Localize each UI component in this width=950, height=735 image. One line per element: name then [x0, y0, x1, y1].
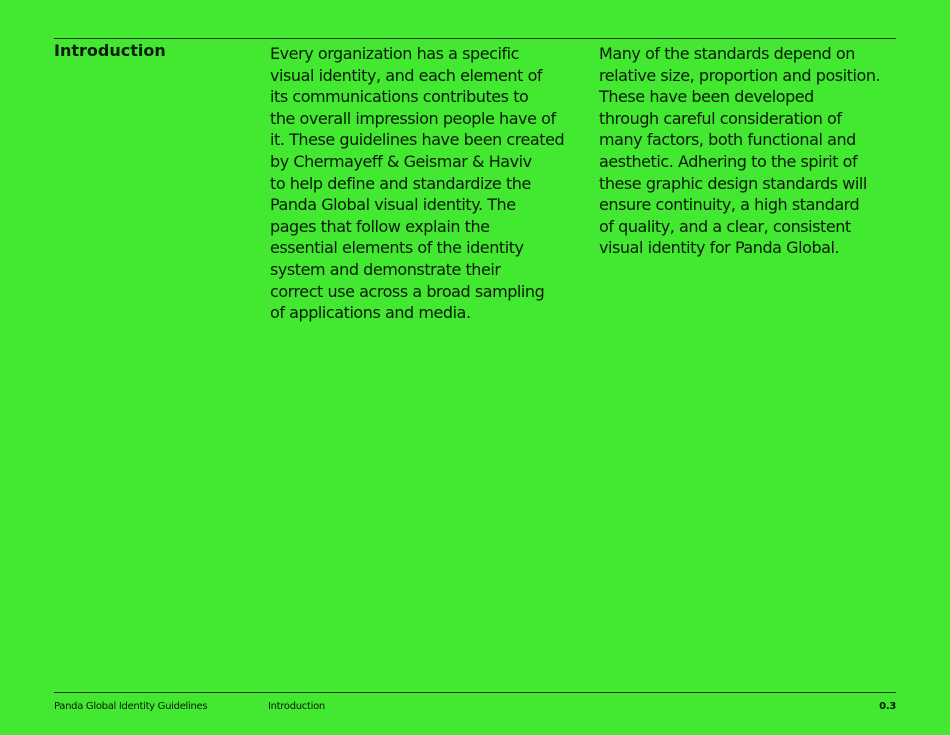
paragraph-line: by Chermayeff & Geismar & Haviv: [270, 151, 532, 171]
paragraph-line: visual identity, and each element of: [270, 65, 543, 85]
paragraph-line: of applications and media.: [270, 303, 471, 323]
paragraph-line: of quality, and a clear, consistent: [599, 216, 851, 236]
paragraph-line: essential elements of the identity: [270, 238, 524, 258]
paragraph-line: ensure continuity, a high standard: [599, 195, 860, 215]
paragraph-line: relative size, proportion and position.: [599, 65, 881, 85]
paragraph-line: These have been developed: [599, 87, 814, 107]
paragraph-line: aesthetic. Adhering to the spirit of: [599, 151, 858, 171]
page-number: 0.3: [879, 701, 896, 712]
paragraph-line: pages that follow explain the: [270, 216, 490, 236]
footer-divider: [54, 692, 896, 693]
top-divider: [54, 38, 896, 39]
paragraph-line: to help define and standardize the: [270, 173, 531, 193]
footer-document-title: Panda Global Identity Guidelines: [54, 701, 208, 712]
paragraph-line: through careful consideration of: [599, 108, 842, 128]
paragraph-line: visual identity for Panda Global.: [599, 238, 840, 258]
paragraph-line: system and demonstrate their: [270, 259, 501, 279]
intro-paragraph-2: [599, 43, 899, 259]
paragraph-line: these graphic design standards will: [599, 173, 867, 193]
intro-paragraph-1: [270, 43, 570, 324]
paragraph-line: the overall impression people have of: [270, 108, 556, 128]
paragraph-line: Many of the standards depend on: [599, 44, 855, 63]
paragraph-line: Every organization has a specific: [270, 44, 519, 63]
paragraph-line: correct use across a broad sampling: [270, 281, 545, 301]
footer-section-name: Introduction: [268, 701, 325, 712]
section-title: Introduction: [54, 41, 166, 60]
paragraph-line: many factors, both functional and: [599, 130, 856, 150]
paragraph-line: it. These guidelines have been created: [270, 130, 565, 150]
paragraph-line: its communications contributes to: [270, 87, 529, 107]
paragraph-line: Panda Global visual identity. The: [270, 195, 516, 215]
